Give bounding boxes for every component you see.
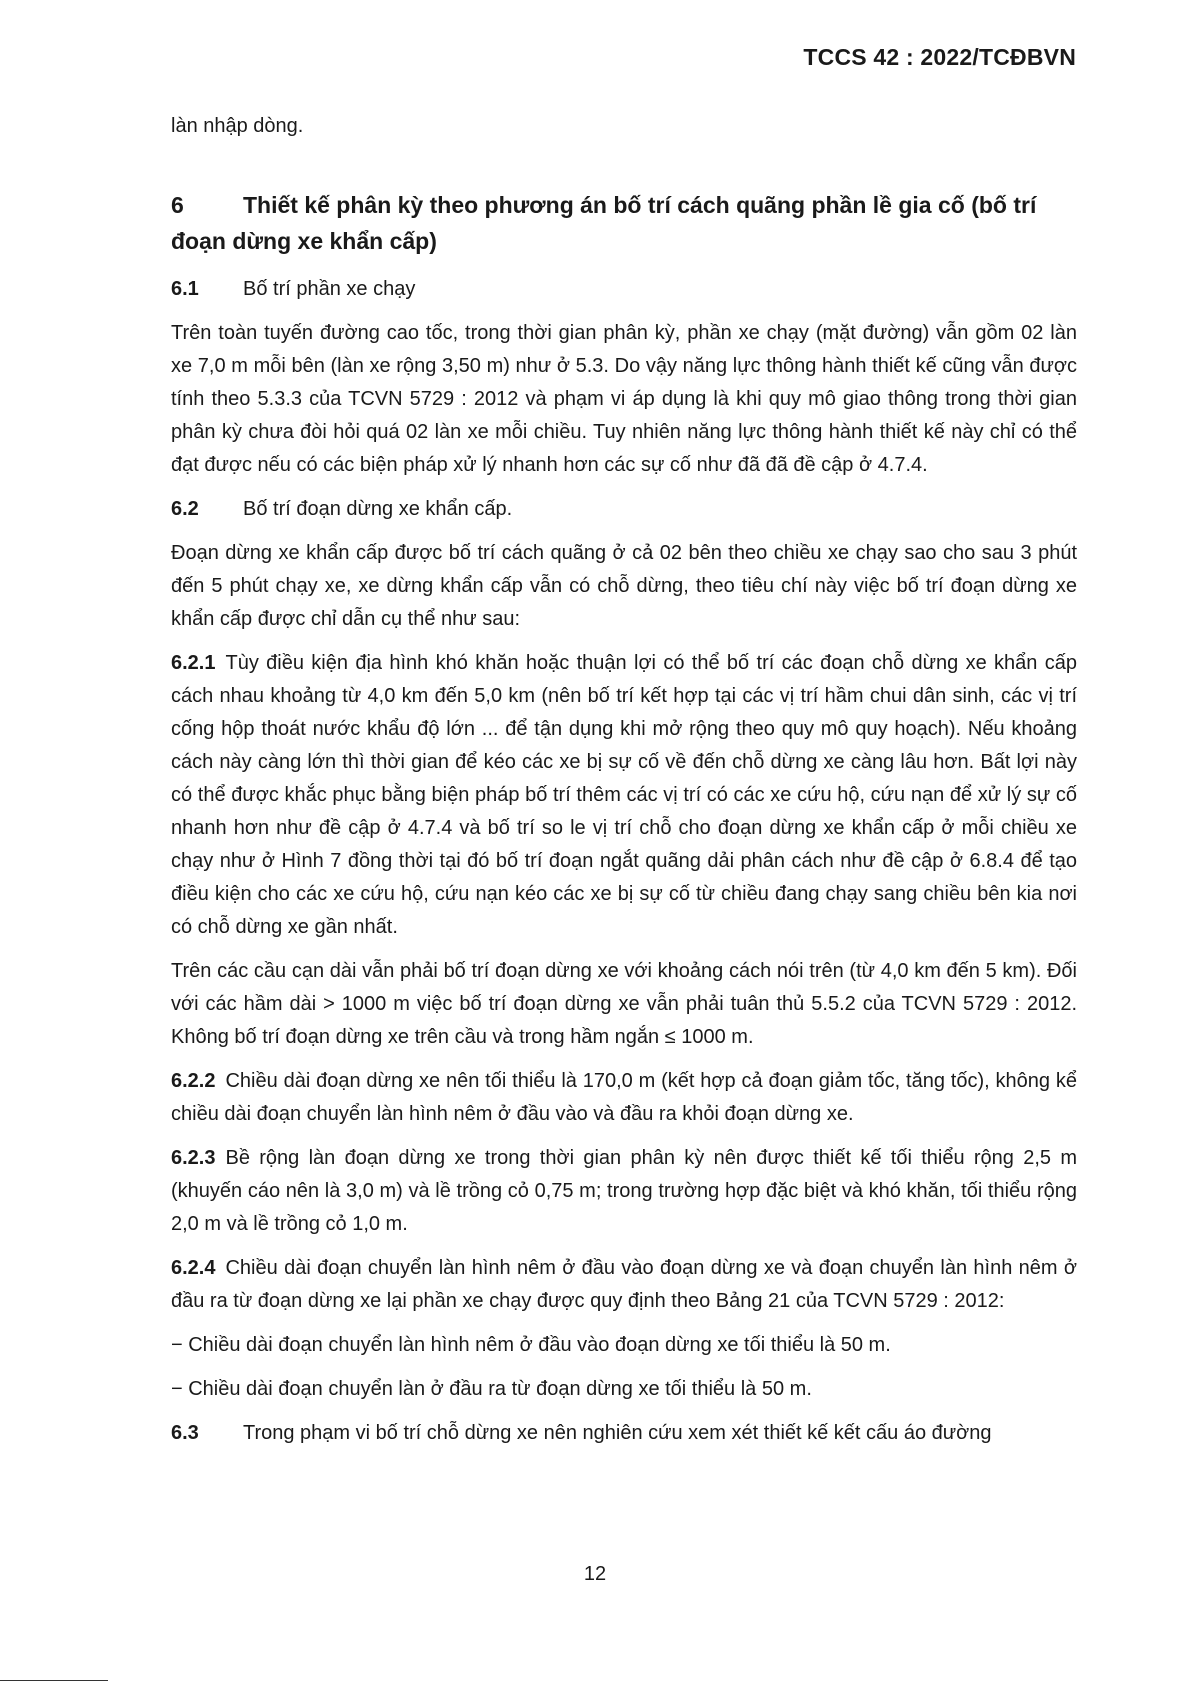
section-6-2-1-number: 6.2.1 bbox=[171, 652, 216, 674]
section-6-2-3-paragraph bbox=[171, 1142, 1077, 1241]
page-number: 12 bbox=[583, 1563, 607, 1585]
section-6-1-heading bbox=[171, 273, 1077, 306]
section-6-2-heading bbox=[171, 493, 1077, 526]
section-6-2-title: Bố trí đoạn dừng xe khẩn cấp. bbox=[243, 498, 513, 520]
section-6-1-paragraph: Trên toàn tuyến đường cao tốc, trong thời gian phân kỳ, phần xe chạy (mặt đường) vẫn gồm 02 làn xe 7,0 m mỗi bên (làn xe rộng 3,50 m) như ở 5.3. Do vậy năng lực thông hành thiết kế cũng vẫn được tính theo 5.3.3 của TCVN 5729 : 2012 và phạm vi áp dụng là khi quy mô giao thông trong thời gian phân kỳ chưa đòi hỏi quá 02 làn xe mỗi chiều. Tuy nhiên năng lực thông hành thiết kế này chỉ có thể đạt được nếu có các biện pháp xử lý nhanh hơn các sự cố như đã đã đề cập ở 4.7.4. bbox=[171, 322, 1077, 476]
section-6-2-3-text: Bề rộng làn đoạn dừng xe trong thời gian phân kỳ nên được thiết kế tối thiểu rộng 2,5 m (khuyến cáo nên là 3,0 m) và lề trồng cỏ 0,75 m; trong trường hợp đặc biệt và khó khăn, tối thiểu rộng 2,0 m và lề trồng cỏ 1,0 m. bbox=[171, 1147, 1077, 1235]
section-6-2-4-text: Chiều dài đoạn chuyển làn hình nêm ở đầu vào đoạn dừng xe và đoạn chuyển làn hình nêm ở đầu ra từ đoạn dừng xe lại phần xe chạy được quy định theo Bảng 21 của TCVN 5729 : 2012: bbox=[171, 1257, 1077, 1312]
section-6-1-number: 6.1 bbox=[171, 278, 199, 300]
section-6-2-4-paragraph bbox=[171, 1252, 1077, 1318]
section-6-3-text: Trong phạm vi bố trí chỗ dừng xe nên nghiên cứu xem xét thiết kế kết cấu áo đường bbox=[243, 1422, 992, 1444]
intro-line: làn nhập dòng. bbox=[171, 115, 304, 137]
document-body bbox=[171, 110, 1077, 1461]
section-6-3-number: 6.3 bbox=[171, 1422, 199, 1444]
section-6-2-2-paragraph bbox=[171, 1065, 1077, 1131]
section-6-2-4-bullet-1: − Chiều dài đoạn chuyển làn hình nêm ở đầu vào đoạn dừng xe tối thiểu là 50 m. bbox=[171, 1334, 891, 1356]
footer-divider bbox=[0, 1680, 108, 1681]
section-6-heading bbox=[171, 187, 1077, 259]
section-6-1-title: Bố trí phần xe chạy bbox=[243, 278, 416, 300]
section-6-2-2-number: 6.2.2 bbox=[171, 1070, 216, 1092]
section-6-number: 6 bbox=[171, 192, 184, 218]
section-6-2-number: 6.2 bbox=[171, 498, 199, 520]
section-6-title: Thiết kế phân kỳ theo phương án bố trí cách quãng phần lề gia cố (bố trí đoạn dừng xe khẩn cấp) bbox=[171, 192, 1037, 254]
section-6-2-1-paragraph bbox=[171, 647, 1077, 944]
section-6-2-1-paragraph-2: Trên các cầu cạn dài vẫn phải bố trí đoạn dừng xe với khoảng cách nói trên (từ 4,0 km đến 5 km). Đối với các hầm dài > 1000 m việc bố trí đoạn dừng xe vẫn phải tuân thủ 5.5.2 của TCVN 5729 : 2012. Không bố trí đoạn dừng xe trên cầu và trong hầm ngắn ≤ 1000 m. bbox=[171, 960, 1077, 1048]
section-6-2-1-text: Tùy điều kiện địa hình khó khăn hoặc thuận lợi có thể bố trí các đoạn chỗ dừng xe khẩn cấp cách nhau khoảng từ 4,0 km đến 5,0 km (nên bố trí kết hợp tại các vị trí hầm chui dân sinh, các vị trí cống hộp thoát nước khẩu độ lớn ... để tận dụng khi mở rộng theo quy mô quy hoạch). Nếu khoảng cách này càng lớn thì thời gian để kéo các xe bị sự cố về đến chỗ dừng xe càng lâu hơn. Bất lợi này có thể được khắc phục bằng biện pháp bố trí thêm các vị trí có các xe cứu hộ, cứu nạn để xử lý sự cố nhanh hơn như đề cập ở 4.7.4 và bố trí so le vị trí chỗ cho đoạn dừng xe khẩn cấp ở mỗi chiều xe chạy như ở Hình 7 đồng thời tại đó bố trí đoạn ngắt quãng dải phân cách như đề cập ở 6.8.4 để tạo điều kiện cho các xe cứu hộ, cứu nạn kéo các xe bị sự cố từ chiều đang chạy sang chiều bên kia nơi có chỗ dừng xe gần nhất. bbox=[171, 652, 1077, 938]
section-6-2-4-number: 6.2.4 bbox=[171, 1257, 216, 1279]
section-6-2-3-number: 6.2.3 bbox=[171, 1147, 216, 1169]
section-6-2-paragraph: Đoạn dừng xe khẩn cấp được bố trí cách quãng ở cả 02 bên theo chiều xe chạy sao cho sau 3 phút đến 5 phút chạy xe, xe dừng khẩn cấp vẫn có chỗ dừng, theo tiêu chí này việc bố trí đoạn dừng xe khẩn cấp được chỉ dẫn cụ thể như sau: bbox=[171, 542, 1077, 630]
document-code-header: TCCS 42 : 2022/TCĐBVN bbox=[803, 44, 1076, 70]
section-6-2-4-bullet-2: − Chiều dài đoạn chuyển làn ở đầu ra từ đoạn dừng xe tối thiểu là 50 m. bbox=[171, 1378, 812, 1400]
section-6-2-2-text: Chiều dài đoạn dừng xe nên tối thiểu là 170,0 m (kết hợp cả đoạn giảm tốc, tăng tốc), không kể chiều dài đoạn chuyển làn hình nêm ở đầu vào và đầu ra khỏi đoạn dừng xe. bbox=[171, 1070, 1077, 1125]
section-6-3-paragraph bbox=[171, 1417, 1077, 1450]
